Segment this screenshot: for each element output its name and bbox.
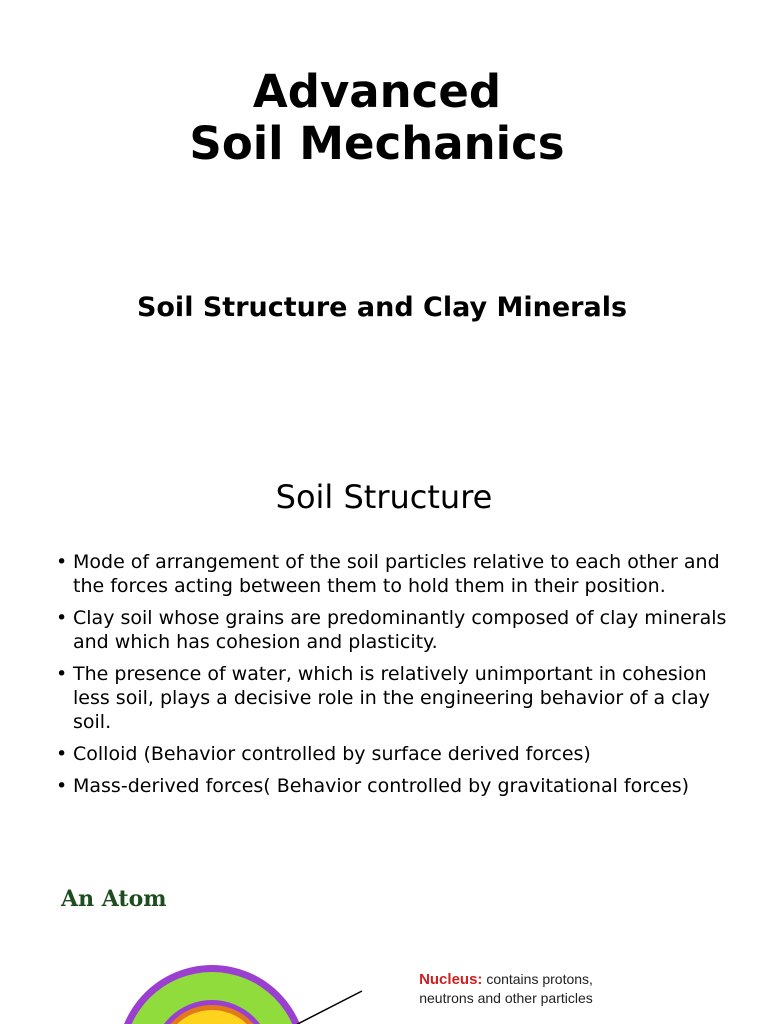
nucleus-desc-2: neutrons and other particles bbox=[419, 990, 593, 1006]
document-subtitle: Soil Structure and Clay Minerals bbox=[136, 292, 628, 323]
title-line-1: Advanced bbox=[252, 65, 502, 118]
bullet-marker: • bbox=[56, 551, 68, 573]
slide-heading: Soil Structure bbox=[275, 478, 493, 516]
bullet-marker: • bbox=[56, 743, 68, 765]
nucleus-desc-1: contains protons, bbox=[486, 971, 593, 987]
bullet-item bbox=[56, 742, 736, 766]
bullet-item bbox=[56, 774, 736, 798]
atom-figure-heading: An Atom bbox=[61, 886, 167, 912]
bullet-item bbox=[56, 606, 736, 654]
nucleus-term: Nucleus: bbox=[419, 971, 483, 988]
bullet-text: The presence of water, which is relatively unimportant in cohesion less soil, plays a decisive role in the engineering behavior of a clay soil. bbox=[73, 663, 710, 733]
document-title bbox=[0, 66, 754, 170]
title-line-2: Soil Mechanics bbox=[189, 117, 565, 170]
bullet-marker: • bbox=[56, 607, 68, 629]
bullet-text: Mass-derived forces( Behavior controlled by gravitational forces) bbox=[73, 775, 690, 797]
nucleus-annotation bbox=[396, 970, 616, 1007]
bullet-item bbox=[56, 662, 736, 734]
bullet-text: Mode of arrangement of the soil particles relative to each other and the forces acting between them to hold them in their position. bbox=[73, 551, 720, 597]
bullet-marker: • bbox=[56, 775, 68, 797]
bullet-list bbox=[56, 550, 736, 806]
bullet-text: Colloid (Behavior controlled by surface derived forces) bbox=[73, 743, 591, 765]
bullet-marker: • bbox=[56, 663, 68, 685]
bullet-text: Clay soil whose grains are predominantly composed of clay minerals and which has cohesion and plasticity. bbox=[73, 607, 727, 653]
atom-diagram bbox=[0, 940, 768, 1024]
bullet-item bbox=[56, 550, 736, 598]
